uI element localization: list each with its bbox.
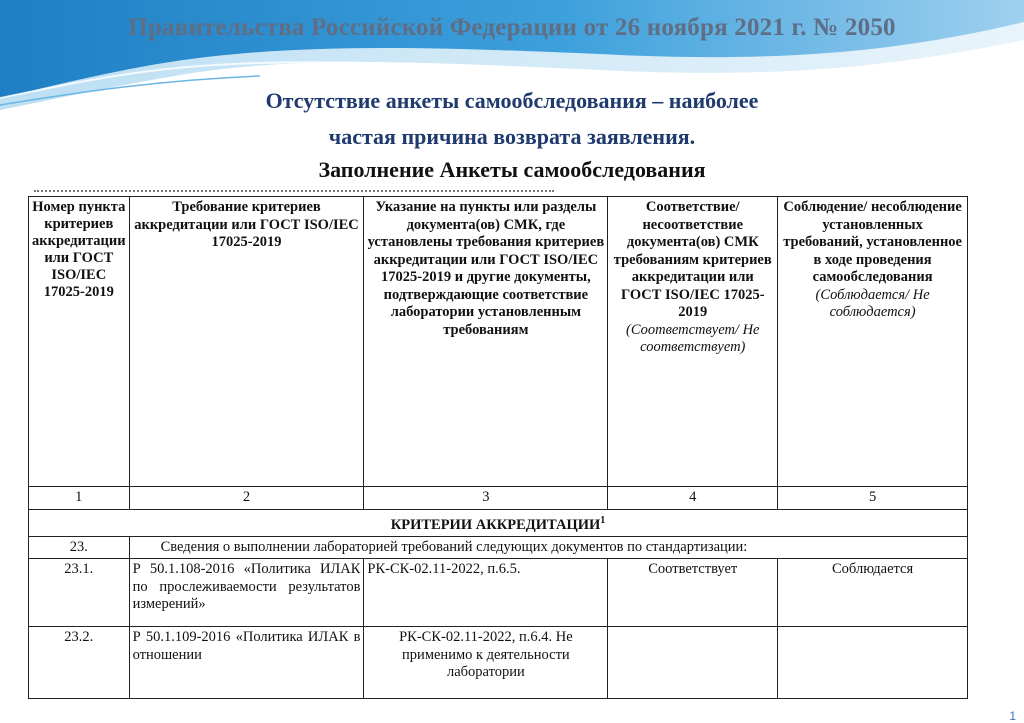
- column-number: 2: [129, 487, 364, 510]
- header-col-5-text: Соблюдение/ несоблюдение установленных требований, установленное в ходе проведения самообследования: [783, 199, 962, 285]
- table-row: [29, 559, 968, 627]
- row-requirement: Р 50.1.108-2016 «Политика ИЛАК по прослеживаемости результатов измерений»: [129, 559, 364, 627]
- row-compliance: Соответствует: [608, 559, 778, 627]
- column-number: 3: [364, 487, 608, 510]
- scanned-questionnaire: [28, 190, 968, 708]
- row-text: Сведения о выполнении лабораторией требований следующих документов по стандартизации:: [129, 536, 967, 559]
- header-col-2: Требование критериев аккредитации или ГОСТ ISO/IEC 17025-2019: [129, 197, 364, 487]
- section-row: [29, 509, 968, 536]
- row-observance: Соблюдается: [778, 559, 968, 627]
- row-number: 23.1.: [29, 559, 130, 627]
- table-row: [29, 536, 968, 559]
- self-assessment-table: [28, 196, 968, 699]
- header-col-4-hint: (Соответствует/ Не соответствует): [626, 321, 760, 355]
- section-title: КРИТЕРИИ АККРЕДИТАЦИИ$^1$: [29, 509, 968, 536]
- banner-title: Правительства Российской Федерации от 26 ноября 2021 г. № 2050: [128, 14, 896, 41]
- row-observance: [778, 627, 968, 699]
- footnote-marker: 1: [600, 514, 606, 526]
- heading-line-3: Заполнение Анкеты самообследования: [318, 157, 706, 182]
- row-reference: РК-СК-02.11-2022, п.6.5.: [364, 559, 608, 627]
- column-number: 5: [778, 487, 968, 510]
- column-number: 4: [608, 487, 778, 510]
- heading-line-1: Отсутствие анкеты самообследования – наиболее: [265, 88, 759, 113]
- row-compliance: [608, 627, 778, 699]
- header-col-3: Указание на пункты или разделы документа(ов) СМК, где установлены требования критериев аккредитации или ГОСТ ISO/IEC 17025-2019 и другие документы, подтверждающие соответствие лаборатории установленным требованиям: [364, 197, 608, 487]
- header-col-1: Номер пункта критериев аккредитации или ГОСТ ISO/IEC 17025-2019: [29, 197, 130, 487]
- header-col-5: [778, 197, 968, 487]
- row-number: 23.: [29, 536, 130, 559]
- header-col-5-hint: (Соблюдается/ Не соблюдается): [815, 286, 930, 320]
- column-number-row: [29, 487, 968, 510]
- table-row: [29, 627, 968, 699]
- header-col-4: [608, 197, 778, 487]
- row-number: 23.2.: [29, 627, 130, 699]
- row-reference: РК-СК-02.11-2022, п.6.4. Не применимо к деятельности лаборатории: [364, 627, 608, 699]
- column-number: 1: [29, 487, 130, 510]
- header-col-4-text: Соответствие/ несоответствие документа(ов) СМК требованиям критериев аккредитации или ГОСТ ISO/IEC 17025-2019: [613, 199, 772, 320]
- page-number: 1: [1009, 709, 1016, 723]
- heading-line-2: частая причина возврата заявления.: [328, 124, 696, 149]
- table-header-row: [29, 197, 968, 487]
- row-requirement: Р 50.1.109-2016 «Политика ИЛАК в отношении: [129, 627, 364, 699]
